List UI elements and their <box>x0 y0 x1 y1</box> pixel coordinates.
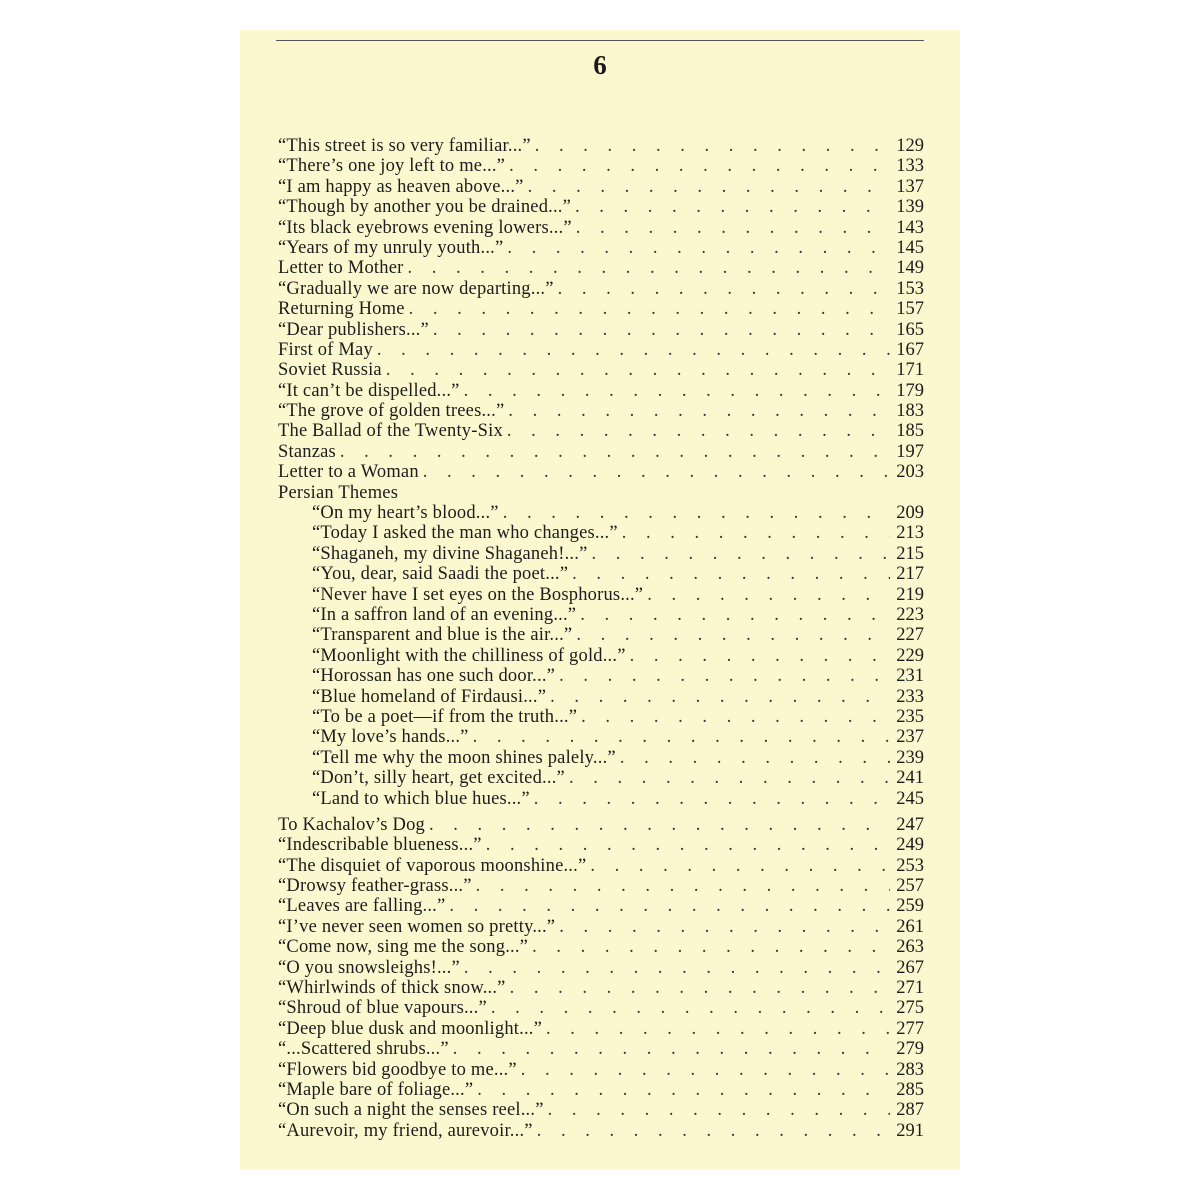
toc-entry-page: 157 <box>896 299 924 320</box>
toc-subentry <box>278 768 924 788</box>
toc-entry-title: “I’ve never seen women so pretty...” <box>278 916 556 937</box>
toc-subentry <box>278 564 924 584</box>
toc-entry-title: “My love’s hands...” <box>312 727 469 748</box>
toc-entry <box>278 197 924 217</box>
toc-entry-page: 237 <box>896 727 924 748</box>
toc-entry-page: 209 <box>896 503 924 524</box>
toc-section-title: Persian Themes <box>278 482 399 503</box>
toc-entry-page: 283 <box>896 1059 924 1080</box>
toc-entry-title: “There’s one joy left to me...” <box>278 156 506 177</box>
leader-dots <box>517 1060 890 1080</box>
toc-entry-title: “Blue homeland of Firdausi...” <box>312 686 547 707</box>
toc-entry-title: “Leaves are falling...” <box>278 896 446 917</box>
toc-entry-title: “Tell me why the moon shines palely...” <box>312 747 616 768</box>
toc-entry-page: 167 <box>896 339 924 360</box>
toc-entry-page: 213 <box>896 523 924 544</box>
toc-entry-page: 149 <box>896 258 924 279</box>
leader-dots <box>504 401 890 421</box>
table-of-contents <box>278 136 924 1141</box>
leader-dots <box>533 1121 890 1141</box>
toc-entry-title: “Flowers bid goodbye to me...” <box>278 1059 517 1080</box>
toc-section-heading <box>278 483 924 503</box>
leader-dots <box>419 462 890 482</box>
toc-entry <box>278 815 924 835</box>
toc-entry-title: First of May <box>278 339 373 360</box>
leader-dots <box>460 958 890 978</box>
toc-subentry <box>278 625 924 645</box>
leader-dots <box>487 998 890 1018</box>
toc-entry <box>278 401 924 421</box>
leader-dots <box>405 299 890 319</box>
toc-entry-page: 139 <box>896 197 924 218</box>
leader-dots <box>505 156 890 176</box>
leader-dots <box>382 360 890 380</box>
toc-entry-page: 235 <box>896 706 924 727</box>
toc-entry <box>278 340 924 360</box>
leader-dots <box>503 421 890 441</box>
toc-entry <box>278 238 924 258</box>
toc-subentry <box>278 544 924 564</box>
leader-dots <box>473 1080 890 1100</box>
leader-dots <box>643 585 890 605</box>
leader-dots <box>587 544 890 564</box>
toc-entry-title: “On such a night the senses reel...” <box>278 1100 544 1121</box>
toc-entry-title: “Aurevoir, my friend, aurevoir...” <box>278 1120 533 1141</box>
toc-entry <box>278 958 924 978</box>
leader-dots <box>554 279 890 299</box>
leader-dots <box>544 1100 890 1120</box>
toc-entry-page: 239 <box>896 747 924 768</box>
toc-entry-page: 215 <box>896 543 924 564</box>
toc-subentry <box>278 727 924 747</box>
book-page <box>240 30 960 1170</box>
leader-dots <box>571 197 890 217</box>
leader-dots <box>531 136 890 156</box>
leader-dots <box>542 1019 890 1039</box>
toc-entry <box>278 462 924 482</box>
toc-subentry <box>278 707 924 727</box>
leader-dots <box>503 238 890 258</box>
toc-entry-title: “It can’t be dispelled...” <box>278 380 460 401</box>
toc-entry-title: “Though by another you be drained...” <box>278 197 572 218</box>
leader-dots <box>576 605 890 625</box>
toc-entry-title: “Shroud of blue vapours...” <box>278 998 487 1019</box>
toc-entry-title: “The disquiet of vaporous moonshine...” <box>278 855 587 876</box>
toc-entry <box>278 856 924 876</box>
toc-entry <box>278 917 924 937</box>
toc-entry <box>278 421 924 441</box>
toc-entry-title: “Today I asked the man who changes...” <box>312 523 618 544</box>
leader-dots <box>546 687 890 707</box>
leader-dots <box>572 625 890 645</box>
leader-dots <box>403 258 890 278</box>
toc-entry-page: 229 <box>896 645 924 666</box>
toc-entry-page: 279 <box>896 1039 924 1060</box>
toc-subentry <box>278 646 924 666</box>
toc-subentry <box>278 687 924 707</box>
toc-entry-title: “Indescribable blueness...” <box>278 835 482 856</box>
toc-entry-page: 271 <box>896 978 924 999</box>
leader-dots <box>460 381 890 401</box>
toc-entry <box>278 442 924 462</box>
toc-entry <box>278 1019 924 1039</box>
toc-entry-title: “To be a poet—if from the truth...” <box>312 706 578 727</box>
page-number: 6 <box>593 50 607 80</box>
leader-dots <box>586 856 890 876</box>
toc-entry-title: To Kachalov’s Dog <box>278 814 425 835</box>
leader-dots <box>530 789 890 809</box>
toc-entry-page: 291 <box>896 1120 924 1141</box>
toc-subentry <box>278 789 924 809</box>
toc-entry-page: 259 <box>896 896 924 917</box>
toc-entry-page: 231 <box>896 666 924 687</box>
toc-subentry <box>278 666 924 686</box>
leader-dots <box>469 727 890 747</box>
leader-dots <box>499 503 890 523</box>
toc-entry-page: 277 <box>896 1018 924 1039</box>
toc-entry-page: 253 <box>896 855 924 876</box>
toc-entry <box>278 835 924 855</box>
toc-entry-title: “Dear publishers...” <box>278 319 429 340</box>
toc-entry <box>278 381 924 401</box>
leader-dots <box>506 978 890 998</box>
leader-dots <box>373 340 890 360</box>
toc-entry-title: “I am happy as heaven above...” <box>278 176 524 197</box>
toc-entry-page: 241 <box>896 768 924 789</box>
toc-entry-page: 219 <box>896 584 924 605</box>
toc-entry <box>278 978 924 998</box>
toc-entry-page: 285 <box>896 1079 924 1100</box>
toc-entry-page: 185 <box>896 421 924 442</box>
toc-entry-title: “Whirlwinds of thick snow...” <box>278 978 506 999</box>
toc-entry <box>278 1121 924 1141</box>
toc-entry-page: 261 <box>896 916 924 937</box>
toc-entry-title: “On my heart’s blood...” <box>312 503 499 524</box>
toc-entry-title: Letter to Mother <box>278 258 404 279</box>
leader-dots <box>425 815 890 835</box>
toc-entry-page: 287 <box>896 1100 924 1121</box>
leader-dots <box>565 768 890 788</box>
leader-dots <box>618 523 890 543</box>
toc-entry <box>278 1060 924 1080</box>
toc-entry-title: “You, dear, said Saadi the poet...” <box>312 564 569 585</box>
toc-entry <box>278 1080 924 1100</box>
toc-entry-page: 165 <box>896 319 924 340</box>
toc-entry <box>278 177 924 197</box>
toc-entry-title: “Drowsy feather-grass...” <box>278 876 472 897</box>
toc-entry-page: 257 <box>896 876 924 897</box>
toc-entry-title: “Gradually we are now departing...” <box>278 278 554 299</box>
leader-dots <box>572 218 890 238</box>
leader-dots <box>524 177 890 197</box>
toc-entry-page: 133 <box>896 156 924 177</box>
toc-entry-title: “Years of my unruly youth...” <box>278 237 504 258</box>
toc-entry-title: “Moonlight with the chilliness of gold...” <box>312 645 626 666</box>
toc-entry <box>278 218 924 238</box>
toc-subentry <box>278 523 924 543</box>
toc-entry-title: “Land to which blue hues...” <box>312 788 530 809</box>
toc-entry-title: “Its black eyebrows evening lowers...” <box>278 217 572 238</box>
toc-entry-title: “The grove of golden trees...” <box>278 401 505 422</box>
toc-entry-title: “O you snowsleighs!...” <box>278 957 460 978</box>
toc-entry-title: “Horossan has one such door...” <box>312 666 556 687</box>
leader-dots <box>616 748 890 768</box>
toc-entry-title: Letter to a Woman <box>278 462 419 483</box>
toc-entry-page: 171 <box>896 360 924 381</box>
toc-entry-title: “Come now, sing me the song...” <box>278 937 529 958</box>
toc-entry-title: “Never have I set eyes on the Bosphorus...” <box>312 584 644 605</box>
toc-entry-title: “Maple bare of foliage...” <box>278 1079 474 1100</box>
leader-dots <box>445 896 890 916</box>
toc-entry-page: 245 <box>896 788 924 809</box>
leader-dots <box>568 564 890 584</box>
toc-entry-page: 249 <box>896 835 924 856</box>
toc-entry <box>278 299 924 319</box>
toc-entry-title: “Deep blue dusk and moonlight...” <box>278 1018 543 1039</box>
toc-entry-title: “...Scattered shrubs...” <box>278 1039 449 1060</box>
toc-entry <box>278 258 924 278</box>
toc-subentry <box>278 605 924 625</box>
toc-entry <box>278 156 924 176</box>
toc-entry <box>278 136 924 156</box>
toc-entry-title: The Ballad of the Twenty-Six <box>278 421 503 442</box>
toc-entry-page: 233 <box>896 686 924 707</box>
leader-dots <box>626 646 890 666</box>
toc-subentry <box>278 748 924 768</box>
toc-entry <box>278 937 924 957</box>
toc-entry <box>278 876 924 896</box>
leader-dots <box>528 937 890 957</box>
toc-entry-page: 267 <box>896 957 924 978</box>
toc-entry-page: 247 <box>896 814 924 835</box>
toc-entry <box>278 896 924 916</box>
toc-subentry <box>278 585 924 605</box>
toc-entry <box>278 1039 924 1059</box>
toc-entry-page: 179 <box>896 380 924 401</box>
toc-entry-page: 275 <box>896 998 924 1019</box>
toc-entry-page: 217 <box>896 564 924 585</box>
leader-dots <box>449 1039 890 1059</box>
toc-entry-page: 183 <box>896 401 924 422</box>
toc-entry <box>278 1100 924 1120</box>
leader-dots <box>429 320 890 340</box>
toc-entry-title: Soviet Russia <box>278 360 382 381</box>
toc-entry-page: 223 <box>896 604 924 625</box>
toc-entry-page: 143 <box>896 217 924 238</box>
toc-entry-title: “This street is so very familiar...” <box>278 136 531 156</box>
toc-entry-page: 197 <box>896 441 924 462</box>
leader-dots <box>555 917 890 937</box>
toc-entry <box>278 320 924 340</box>
leader-dots <box>336 442 890 462</box>
toc-entry-title: “Transparent and blue is the air...” <box>312 625 573 646</box>
toc-entry-title: Stanzas <box>278 441 336 462</box>
toc-entry-page: 263 <box>896 937 924 958</box>
toc-entry-page: 227 <box>896 625 924 646</box>
leader-dots <box>482 835 890 855</box>
toc-entry-title: “Shaganeh, my divine Shaganeh!...” <box>312 543 588 564</box>
toc-entry <box>278 360 924 380</box>
toc-entry-page: 145 <box>896 237 924 258</box>
toc-subentry <box>278 503 924 523</box>
toc-entry-page: 129 <box>896 136 924 156</box>
leader-dots <box>577 707 890 727</box>
leader-dots <box>472 876 890 896</box>
toc-entry-title: “Don’t, silly heart, get excited...” <box>312 768 565 789</box>
top-rule <box>276 40 924 41</box>
toc-entry-title: “In a saffron land of an evening...” <box>312 604 577 625</box>
toc-entry-page: 203 <box>896 462 924 483</box>
toc-entry-title: Returning Home <box>278 299 405 320</box>
toc-entry-page: 153 <box>896 278 924 299</box>
toc-entry <box>278 998 924 1018</box>
toc-entry-page: 137 <box>896 176 924 197</box>
leader-dots <box>555 666 890 686</box>
toc-entry <box>278 279 924 299</box>
